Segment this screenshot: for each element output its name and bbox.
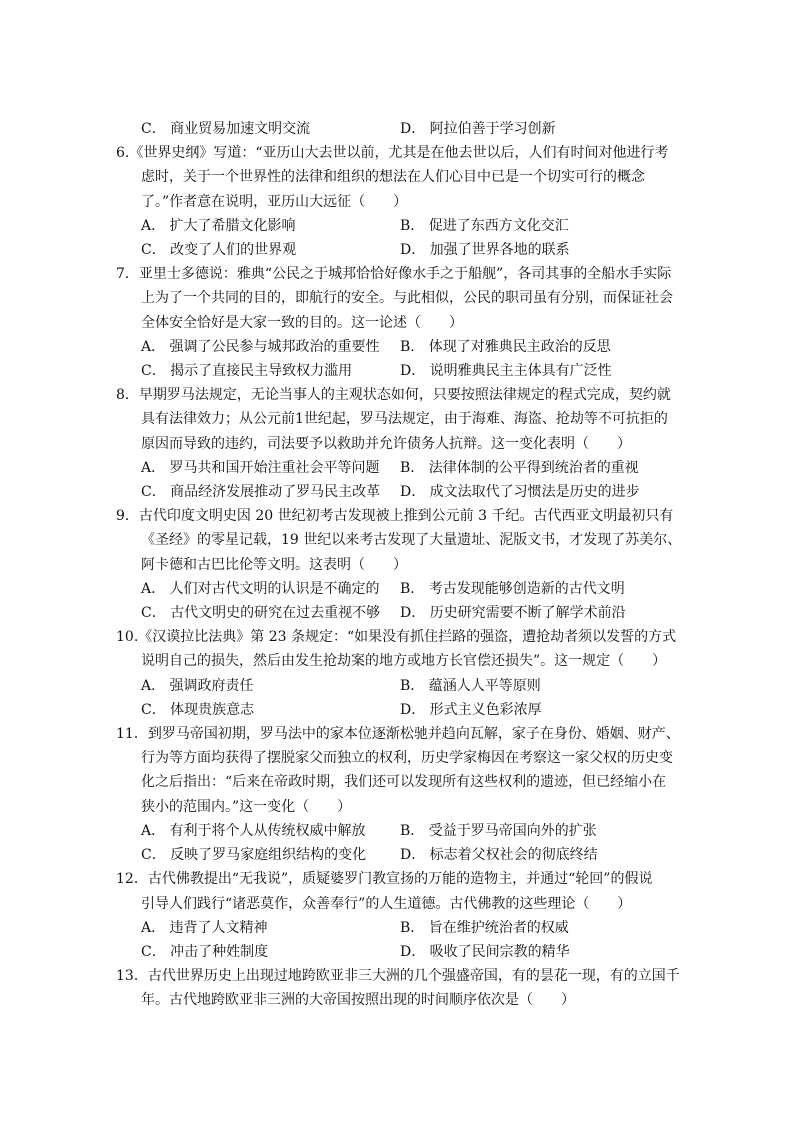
options-row <box>116 359 676 383</box>
options-row <box>116 214 676 238</box>
options-row <box>116 843 676 867</box>
question-13 <box>116 964 680 1012</box>
option-c: C． 商品经济发展推动了罗马民主改革 <box>141 484 381 501</box>
question-stem-line: 年。古代地跨欧亚非三洲的大帝国按照出现的时间顺序依次是（ ） <box>141 992 575 1009</box>
options-row <box>116 674 676 698</box>
option-c: C． 冲击了种姓制度 <box>141 943 269 960</box>
option-c: C． 商业贸易加速文明交流 <box>141 121 311 137</box>
option-d: D． 加强了世界各地的联系 <box>400 242 570 259</box>
question-9 <box>116 504 682 625</box>
question-stem-line: 《圣经》的零星记载，19 世纪以来考古发现了大量遗址、泥版文书，才发现了苏美尔、 <box>141 532 682 549</box>
option-b: B． 法律体制的公平得到统治者的重视 <box>400 459 639 476</box>
question-stem-line: 虑时，关于一个世界性的法律和组织的想法在人们心目中已是一个切实可行的概念 <box>141 169 645 186</box>
options-row <box>116 698 676 722</box>
option-a: A． 强调政府责任 <box>141 677 254 694</box>
question-stem-line: 具有法律效力；从公元前1世纪起，罗马法规定，由于海难、海盗、抢劫等不可抗拒的 <box>141 411 668 428</box>
options-row <box>116 480 676 504</box>
option-a: A． 人们对古代文明的认识是不确定的 <box>141 580 380 597</box>
question-12 <box>116 867 676 964</box>
option-d: D． 成文法取代了习惯法是历史的进步 <box>400 484 640 501</box>
question-stem-line: 上为了一个共同的目的，即航行的安全。与此相似，公民的职司虽有分别，而保证社会 <box>141 290 673 307</box>
option-b: B． 考古发现能够创造新的古代文明 <box>400 580 625 597</box>
question-list <box>116 117 682 1013</box>
option-a: A． 扩大了希腊文化影响 <box>141 217 296 234</box>
question-stem-line: 全体安全恰好是大家一致的目的。这一论述（ ） <box>141 314 463 331</box>
option-b: B． 蕴涵人人平等原则 <box>400 677 541 694</box>
option-a: A． 有利于将个人从传统权威中解放 <box>141 822 366 839</box>
question-stem-line: 13．古代世界历史上出现过地跨欧亚非三大洲的几个强盛帝国，有的昙花一现，有的立国千 <box>116 968 680 985</box>
question-11 <box>116 722 680 867</box>
option-d: D． 历史研究需要不断了解学术前沿 <box>400 605 626 622</box>
question-stem-line: 9．古代印度文明史因 20 世纪初考古发现被上推到公元前 3 千纪。古代西亚文明最初只有 <box>116 508 674 525</box>
option-b: B． 促进了东西方文化交汇 <box>400 217 569 234</box>
question-stem-line: 6.《世界史纲》写道：“亚历山大去世以前，尤其是在他去世以后，人们有时间对他进行考 <box>116 145 669 162</box>
question-7 <box>116 262 676 383</box>
options-row <box>116 601 676 625</box>
option-a: A． 强调了公民参与城邦政治的重要性 <box>141 338 380 355</box>
option-d: D． 形式主义色彩浓厚 <box>400 701 542 718</box>
option-d: D． 吸收了民间宗教的精华 <box>400 943 570 960</box>
question-stem-line: 说明自己的损失，然后由发生抢劫案的地方或地方长官偿还损失”。这一规定（ ） <box>141 653 667 670</box>
option-a: A． 违背了人文精神 <box>141 919 268 936</box>
options-row <box>116 940 676 964</box>
question-stem-line: 12．古代佛教提出“无我说”，质疑婆罗门教宣扬的万能的造物主，并通过“轮回”的假说 <box>116 871 653 888</box>
options-row <box>116 117 676 141</box>
question-6 <box>116 141 676 262</box>
option-d: D． 阿拉伯善于学习创新 <box>400 121 556 137</box>
question-8 <box>116 383 676 504</box>
options-row <box>116 819 676 843</box>
option-c: C． 体现贵族意志 <box>141 701 255 718</box>
question-stem-line: 8．早期罗马法规定，无论当事人的主观状态如何，只要按照法律规定的程式完成，契约就 <box>116 387 671 404</box>
option-c: C． 反映了罗马家庭组织结构的变化 <box>141 847 367 864</box>
question-stem-line: 原因而导致的违约，司法要予以救助并允许债务人抗辩。这一变化表明（ ） <box>141 435 631 452</box>
option-c: C． 揭示了直接民主导致权力滥用 <box>141 363 353 380</box>
options-row <box>116 335 676 359</box>
question-stem-line: 7．亚里士多德说：雅典“公民之于城邦恰恰好像水手之于船舰”，各司其事的全船水手实际 <box>116 266 672 283</box>
question-stem-line: 化之后指出：“后来在帝政时期，我们还可以发现所有这些权利的遗迹，但已经缩小在 <box>141 774 667 791</box>
question-10 <box>116 625 676 722</box>
option-c: C． 改变了人们的世界观 <box>141 242 297 259</box>
question-stem-line: 狭小的范围内。”这一变化（ ） <box>141 798 352 815</box>
option-c: C． 古代文明史的研究在过去重视不够 <box>141 605 381 622</box>
question-stem-line: 了。”作者意在说明，亚历山大远征（ ） <box>141 193 408 210</box>
option-b: B． 受益于罗马帝国向外的扩张 <box>400 822 597 839</box>
options-row <box>116 456 676 480</box>
question-stem-line: 阿卡德和古巴比伦等文明。这表明（ ） <box>141 556 407 573</box>
option-b: B． 体现了对雅典民主政治的反思 <box>400 338 611 355</box>
question-stem-line: 11．到罗马帝国初期，罗马法中的家本位逐渐松驰并趋向瓦解，家子在身份、婚姻、财产、 <box>116 726 680 743</box>
question-stem-line: 10.《汉谟拉比法典》第 23 条规定：“如果没有抓住拦路的强盗，遭抢劫者须以发誓的方式 <box>116 629 677 646</box>
question-stem-line: 引导人们践行“诸恶莫作，众善奉行”的人生道德。古代佛教的这些理论（ ） <box>141 895 632 912</box>
option-d: D． 标志着父权社会的彻底终结 <box>400 847 598 864</box>
options-row <box>116 916 676 940</box>
option-d: D． 说明雅典民主主体具有广泛性 <box>400 363 612 380</box>
option-b: B． 旨在维护统治者的权威 <box>400 919 569 936</box>
option-a: A． 罗马共和国开始注重社会平等问题 <box>141 459 380 476</box>
question-stem-line: 行为等方面均获得了摆脱家父而独立的权利，历史学家梅因在考察这一家父权的历史变 <box>141 750 673 767</box>
options-row <box>116 577 676 601</box>
options-row <box>116 238 676 262</box>
